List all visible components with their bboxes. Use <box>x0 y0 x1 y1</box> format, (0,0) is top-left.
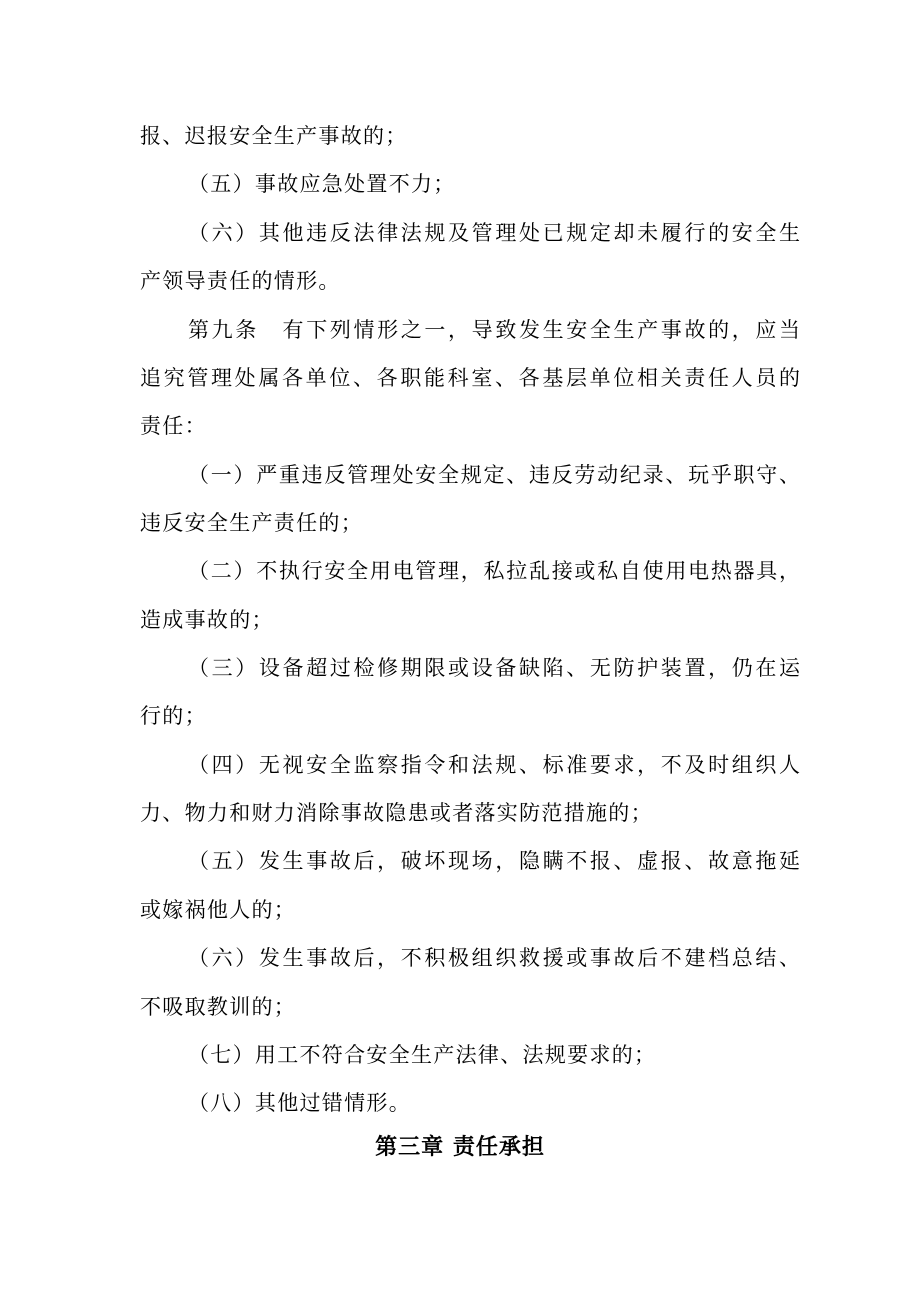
text-line: （六）发生事故后，不积极组织救援或事故后不建档总结、 <box>188 946 800 970</box>
text-line: （二）不执行安全用电管理，私拉乱接或私自使用电热器具， <box>188 559 800 583</box>
text-line: 或嫁祸他人的； <box>140 898 297 922</box>
text-line: （六）其他违反法律法规及管理处已规定却未履行的安全生 <box>188 221 800 245</box>
text-line: 违反安全生产责任的； <box>140 511 363 535</box>
text-line: （四）无视安全监察指令和法规、标准要求，不及时组织人 <box>188 753 800 777</box>
text-line: （五）发生事故后，破坏现场，隐瞒不报、虚报、故意拖延 <box>188 849 800 873</box>
text-line: 行的； <box>140 704 207 728</box>
text-line: （七）用工不符合安全生产法律、法规要求的； <box>188 1043 657 1067</box>
article-heading-line: 第九条 有下列情形之一，导致发生安全生产事故的，应当 <box>188 318 800 342</box>
text-line: （三）设备超过检修期限或设备缺陷、无防护装置，仍在运 <box>188 656 800 680</box>
text-line: （五）事故应急处置不力； <box>188 172 456 196</box>
text-line: （一）严重违反管理处安全规定、违反劳动纪录、玩乎职守、 <box>188 463 800 487</box>
text-line: 产领导责任的情形。 <box>140 269 341 293</box>
text-line: （八）其他过错情形。 <box>188 1091 411 1115</box>
text-line: 不吸取教训的； <box>140 995 297 1019</box>
text-line: 力、物力和财力消除事故隐患或者落实防范措施的； <box>140 801 653 825</box>
text-line: 报、迟报安全生产事故的； <box>140 124 408 148</box>
text-line: 造成事故的； <box>140 608 274 632</box>
text-line: 责任： <box>140 414 207 438</box>
chapter-heading: 第三章 责任承担 <box>375 1135 545 1160</box>
text-line: 追究管理处属各单位、各职能科室、各基层单位相关责任人员的 <box>140 366 800 390</box>
